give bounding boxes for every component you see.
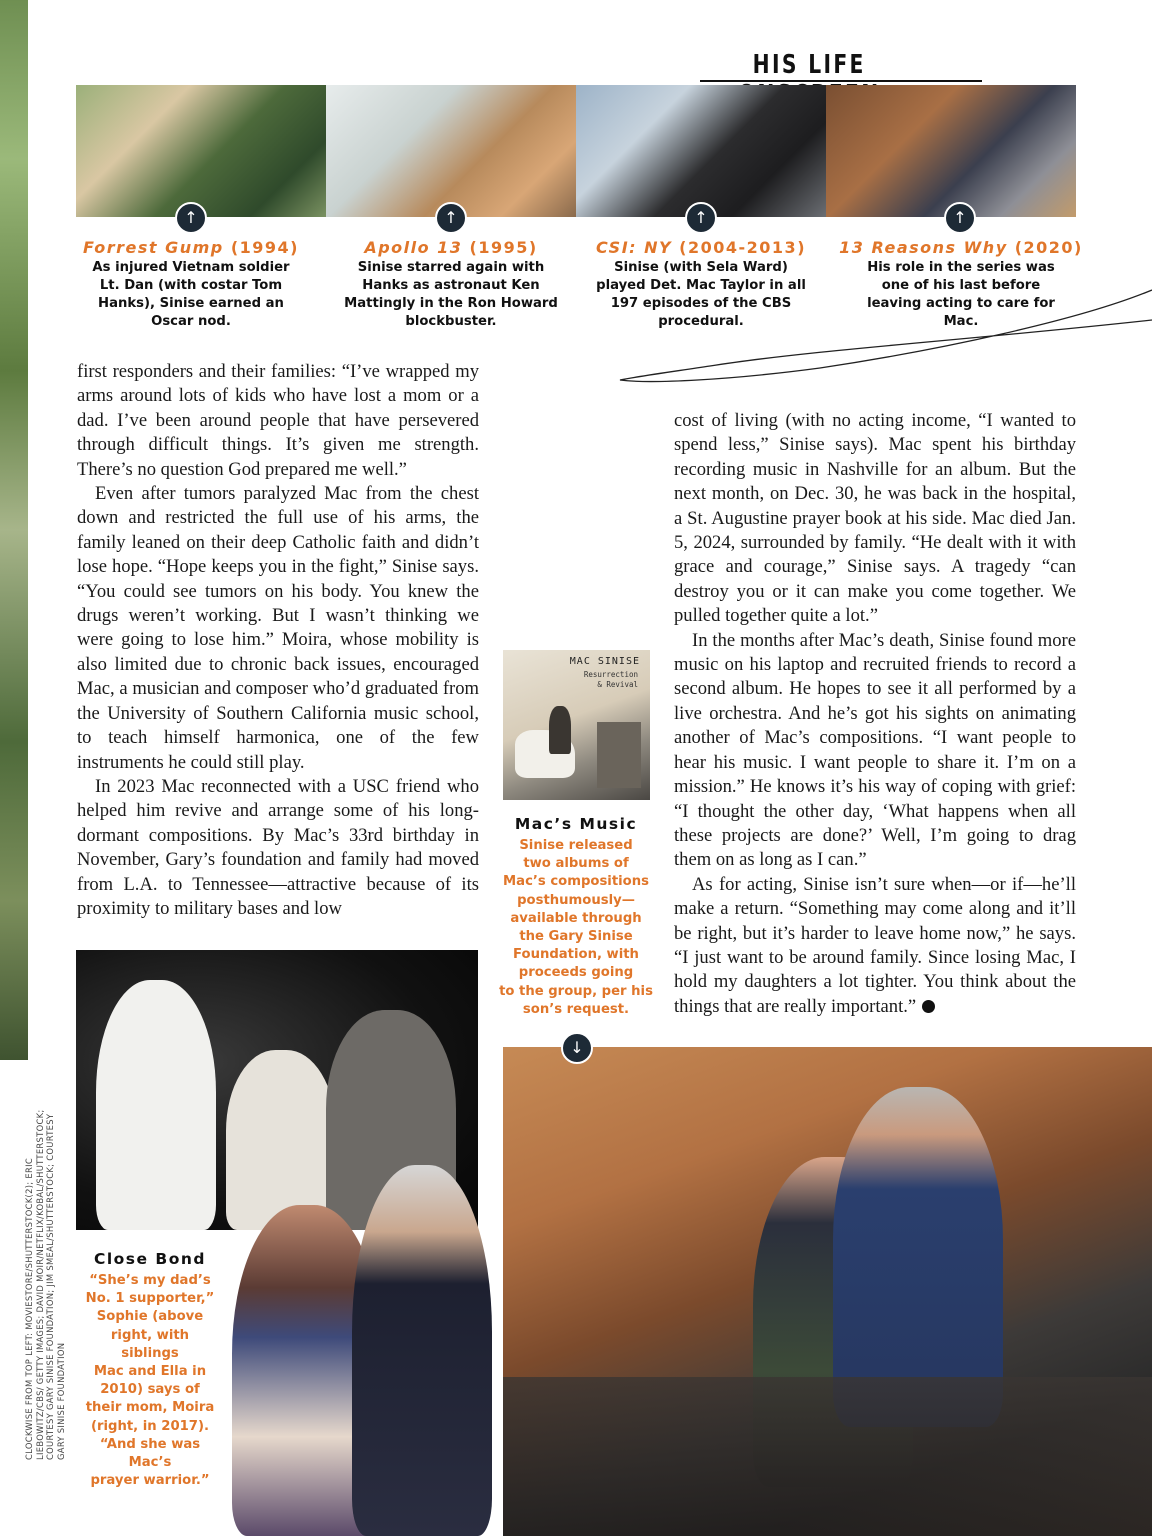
film-title: CSI: NY — [596, 238, 673, 257]
film-title: Forrest Gump — [83, 238, 224, 257]
up-arrow-icon: ↑ — [685, 202, 717, 234]
person-shape — [352, 1165, 492, 1536]
up-arrow-icon: ↑ — [435, 202, 467, 234]
paragraph-text: As for acting, Sinise isn’t sure when—or if—he’ll make a return. “Something may come along and it’ll be right, but it’s harder to leave home now,” he says. “I just want to be around family. Since losing Mac, I hold my daughters a lot tighter. You think about the things that are really important.” — [674, 873, 1076, 1017]
film-description: Sinise (with Sela Ward) played Det. Mac Taylor in all 197 episodes of the CBS procedural. — [596, 260, 806, 329]
paragraph — [674, 873, 1076, 1019]
up-arrow-icon: ↑ — [944, 202, 976, 234]
13-reasons-why-photo — [826, 85, 1076, 217]
film-year: (1994) — [230, 238, 299, 257]
section-title: HIS LIFE — [752, 50, 866, 80]
rider-shape — [549, 706, 571, 754]
film-year: (2004-2013) — [679, 238, 806, 257]
photo-credit: CLOCKWISE FROM TOP LEFT: MOVIESTORE/SHUTTERSTOCK(2); ERIC LIEBOWITZ/CBS/ GETTY IMAGES; DAVID MOIR/NETFLIX/KOBAL/SHUTTERSTOCK; COURTESY GARY SINISE FOUNDATION; JIM SMEAL/SHUTTERSTOCK; COURTESY GARY SINISE FOUNDATION — [24, 1109, 66, 1460]
title-rule — [700, 80, 982, 82]
macs-music-title: Mac’s Music — [514, 815, 638, 833]
album-subtitle: Resurrection & Revival — [583, 670, 638, 689]
film-description: His role in the series was one of his last before leaving acting to care for Mac. — [867, 260, 1055, 329]
album-cover — [503, 650, 650, 800]
down-arrow-icon: ↓ — [561, 1032, 593, 1064]
decorative-swoosh — [610, 280, 1152, 390]
film-title: 13 Reasons Why — [839, 238, 1008, 257]
apollo-13-photo — [326, 85, 576, 217]
person-shape — [833, 1087, 1003, 1427]
article-right-column — [674, 409, 1076, 1019]
film-credit — [66, 238, 316, 331]
macs-music-body: Sinise released two albums of Mac’s compositions posthumously— available through the Gary Sinise Foundation, with proceeds going to the group, per his son’s request. — [499, 838, 653, 1017]
album-artist: MAC SINISE — [569, 656, 640, 667]
end-mark-icon — [922, 1000, 935, 1013]
barn-shape — [597, 722, 641, 788]
person-shape — [96, 980, 216, 1230]
paragraph: In 2023 Mac reconnected with a USC friend who helped him revive and arrange some of his long-dormant compositions. By Mac’s 33rd birthday in November, Gary’s foundation and family had moved from L.A. to Tennessee—attractive because of its proximity to military bases and low — [77, 775, 479, 919]
paragraph: first responders and their families: “I’ve wrapped my arms around lots of kids who have lost a mom or a dad. I’ve been around people that have persevered through difficult things. It’s given me strength. There’s no question God prepared me well.” — [77, 361, 479, 480]
paragraph: In the months after Mac’s death, Sinise found more music on his laptop and recruited friends to record a second album. He hopes to see it all performed by a live orchestra. And he’s got his sights on animating another of Mac’s compositions. “I want people to hear his music. I want people to share it. I’m on a mission.” He knows it’s his way of coping with grief: “I thought the other day, ‘What happens when all these projects are done?’ Well, I’m going to drag them on as long as I can.” — [674, 629, 1076, 871]
parents-photo — [232, 1165, 494, 1536]
film-year: (2020) — [1014, 238, 1083, 257]
film-title: Apollo 13 — [364, 238, 463, 257]
paragraph: cost of living (with no acting income, “I wanted to spend less,” Sinise says). Mac spent his birthday recording music in Nashville for an album. But the next month, on Dec. 30, he was back in the hospital, a St. Augustine prayer book at his side. Mac died Jan. 5, 2024, surrounded by family. “He dealt with it with grace and courage,” Sinise says. A tragedy “can destroy you or it can make you come together. We pulled together quite a lot.” — [674, 410, 1076, 627]
film-year: (1995) — [469, 238, 538, 257]
forrest-gump-photo — [76, 85, 326, 217]
studio-photo — [503, 1047, 1152, 1536]
edge-photo — [0, 0, 28, 1060]
close-bond-body: “She’s my dad’s No. 1 supporter,” Sophie (above right, with siblings Mac and Ella in 2010) says of their mom, Moira (right, in 2017). “And she was Mac’s prayer warrior.” — [85, 1273, 215, 1489]
film-description: Sinise starred again with Hanks as astronaut Ken Mattingly in the Ron Howard blockbuster. — [344, 260, 558, 329]
close-bond-title: Close Bond — [93, 1250, 207, 1268]
paragraph: Even after tumors paralyzed Mac from the chest down and restricted the full use of his arms, the family leaned on their deep Catholic faith and didn’t lose hope. “Hope keeps you in the fight,” Sinise says. “You could see tumors on his body. You knew the drugs weren’t working. But I wasn’t thinking we were going to lose him.” Moira, whose mobility is also limited due to chronic back issues, encouraged Mac, a musician and composer who’d graduated from the University of Southern California music school, to teach himself harmonica, one of the few instruments he could still play. — [77, 483, 479, 773]
csi-ny-photo — [576, 85, 826, 217]
article-left-column — [77, 360, 479, 921]
up-arrow-icon: ↑ — [175, 202, 207, 234]
film-description: As injured Vietnam soldier Lt. Dan (with costar Tom Hanks), Sinise earned an Oscar nod. — [92, 260, 290, 329]
mixing-console — [503, 1377, 1152, 1536]
film-credit — [326, 238, 576, 331]
